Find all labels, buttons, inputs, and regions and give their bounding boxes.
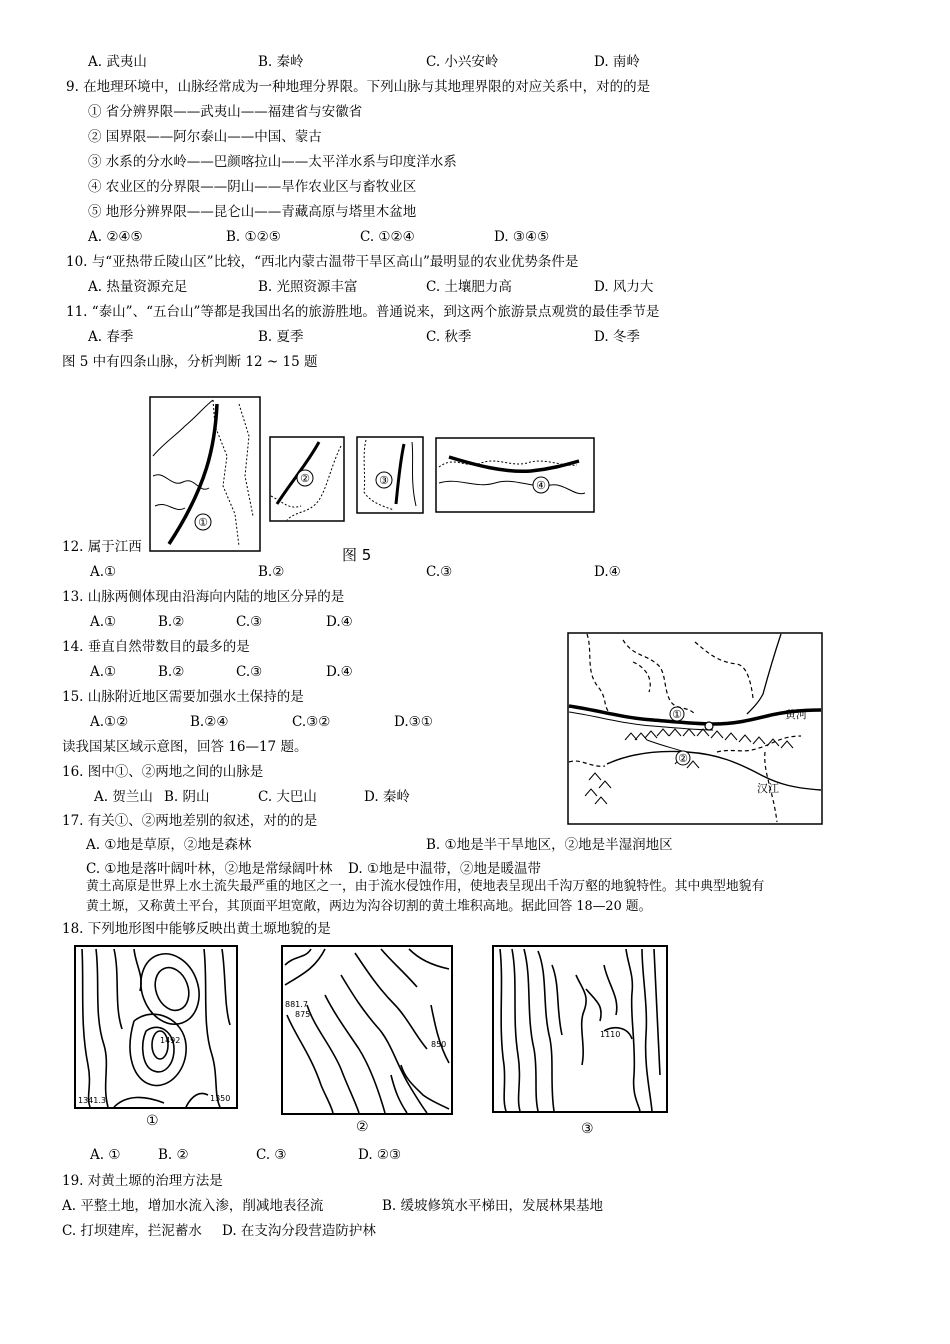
q12-option-c: C.③ xyxy=(426,564,453,580)
q9-item-4: ④ 农业区的分界限——阴山——旱作农业区与畜牧业区 xyxy=(88,179,417,195)
q19-option-d: D. 在支沟分段营造防护林 xyxy=(222,1223,376,1239)
contour-map-3 xyxy=(492,945,668,1113)
q19-option-c: C. 打坝建库，拦泥蓄水 xyxy=(62,1223,202,1239)
q16-option-a: A. 贺兰山 xyxy=(94,789,153,805)
q17-option-d: D. ①地是中温带，②地是暖温带 xyxy=(348,861,542,877)
passage-line-1: 黄土高原是世界上水土流失最严重的地区之一，由于流水侵蚀作用，使地表呈现出千沟万壑的地貌特性。其中典型地貌有 xyxy=(86,879,765,894)
q15-option-d: D.③① xyxy=(394,714,433,730)
map2-elev-a: 881.7 xyxy=(285,1000,308,1009)
q11-option-d: D. 冬季 xyxy=(594,329,640,345)
q16-option-d: D. 秦岭 xyxy=(364,789,410,805)
q9-option-d: D. ③④⑤ xyxy=(494,229,550,245)
q18-stem: 18. 下列地形图中能够反映出黄土塬地貌的是 xyxy=(62,921,331,937)
q9-option-a: A. ②④⑤ xyxy=(88,229,143,245)
q14-option-a: A.① xyxy=(90,664,117,680)
q12-option-d: D.④ xyxy=(594,564,621,580)
region-intro: 读我国某区域示意图，回答 16—17 题。 xyxy=(62,739,308,755)
q19-option-a: A. 平整土地，增加水流入渗，削减地表径流 xyxy=(62,1198,324,1214)
fig5-label-1: ① xyxy=(198,516,208,529)
q17-stem: 17. 有关①、②两地差别的叙述，对的的是 xyxy=(62,813,318,829)
fig5-label-3: ③ xyxy=(379,474,389,487)
q13-option-c: C.③ xyxy=(236,614,263,630)
contour-map-1-label: ① xyxy=(146,1113,159,1129)
map1-elev-bl: 1341.3 xyxy=(78,1096,106,1105)
q19-option-b: B. 缓坡修筑水平梯田，发展林果基地 xyxy=(382,1198,604,1214)
q18-option-c: C. ③ xyxy=(256,1147,287,1163)
q12-stem: 12. 属于江西 xyxy=(62,539,142,555)
q18-option-d: D. ②③ xyxy=(358,1147,402,1163)
fig5-map-4 xyxy=(435,437,595,513)
q19-stem: 19. 对黄土塬的治理方法是 xyxy=(62,1173,223,1189)
q10-option-c: C. 土壤肥力高 xyxy=(426,279,512,295)
q10-option-a: A. 热量资源充足 xyxy=(88,279,188,295)
q14-option-b: B.② xyxy=(158,664,185,680)
q8-option-c: C. 小兴安岭 xyxy=(426,54,499,70)
q14-stem: 14. 垂直自然带数目的最多的是 xyxy=(62,639,250,655)
region-marker-1: ① xyxy=(672,708,682,721)
fig5-label-4: ④ xyxy=(536,479,546,492)
q12-option-b: B.② xyxy=(258,564,285,580)
fig5-label-2: ② xyxy=(300,472,310,485)
q13-option-d: D.④ xyxy=(326,614,353,630)
q10-option-b: B. 光照资源丰富 xyxy=(258,279,358,295)
map2-elev-c: 850 xyxy=(431,1040,447,1049)
contour-map-2 xyxy=(281,945,453,1115)
q16-option-c: C. 大巴山 xyxy=(258,789,317,805)
q11-option-a: A. 春季 xyxy=(88,329,134,345)
q9-item-2: ② 国界限——阿尔泰山——中国、蒙古 xyxy=(88,129,322,145)
q8-option-a: A. 武夷山 xyxy=(88,54,147,70)
region-label-huanghe: 黄河 xyxy=(785,708,807,721)
map1-elev-br: 1350 xyxy=(210,1094,231,1103)
contour-map-1 xyxy=(74,945,238,1109)
fig5-map-1 xyxy=(149,396,261,552)
region-label-hanjiang: 汉江 xyxy=(757,782,779,795)
q10-stem: 10. 与“亚热带丘陵山区”比较，“西北内蒙古温带干旱区高山”最明显的农业优势条件是 xyxy=(66,254,579,270)
q13-stem: 13. 山脉两侧体现由沿海向内陆的地区分异的是 xyxy=(62,589,345,605)
q8-option-d: D. 南岭 xyxy=(594,54,640,70)
q9-stem: 9. 在地理环境中，山脉经常成为一种地理分界限。下列山脉与其地理界限的对应关系中，对的的是 xyxy=(66,79,651,95)
map1-elev-top: 1492 xyxy=(160,1036,181,1045)
q11-stem: 11. “泰山”、“五台山”等都是我国出名的旅游胜地。普通说来，到这两个旅游景点观赏的最佳季节是 xyxy=(66,304,660,320)
q8-option-b: B. 秦岭 xyxy=(258,54,304,70)
q17-option-b: B. ①地是半干旱地区，②地是半湿润地区 xyxy=(426,837,673,853)
fig5-map-3 xyxy=(356,436,424,514)
q18-option-a: A. ① xyxy=(90,1147,121,1163)
q15-option-a: A.①② xyxy=(90,714,129,730)
q18-option-b: B. ② xyxy=(158,1147,189,1163)
passage-line-2: 黄土塬，又称黄土平台，其顶面平坦宽敞，两边为沟谷切割的黄土堆积高地。据此回答 18—20 题。 xyxy=(86,899,652,914)
map3-elev-a: 1110 xyxy=(600,1030,621,1039)
q15-stem: 15. 山脉附近地区需要加强水土保持的是 xyxy=(62,689,304,705)
region-map xyxy=(567,632,823,825)
fig5-caption: 图 5 xyxy=(342,546,372,564)
q12-option-a: A.① xyxy=(90,564,117,580)
q9-item-5: ⑤ 地形分辨界限——昆仑山——青藏高原与塔里木盆地 xyxy=(88,204,417,220)
q9-item-3: ③ 水系的分水岭——巴颜喀拉山——太平洋水系与印度洋水系 xyxy=(88,154,457,170)
q17-option-c: C. ①地是落叶阔叶林，②地是常绿阔叶林 xyxy=(86,861,333,877)
q11-option-b: B. 夏季 xyxy=(258,329,304,345)
q9-item-1: ① 省分辨界限——武夷山——福建省与安徽省 xyxy=(88,104,363,120)
q17-option-a: A. ①地是草原，②地是森林 xyxy=(86,837,252,853)
q9-option-c: C. ①②④ xyxy=(360,229,415,245)
contour-map-3-label: ③ xyxy=(581,1121,594,1137)
fig5-map-2 xyxy=(269,436,345,522)
region-marker-2: ② xyxy=(678,752,688,765)
map2-elev-b: 875 xyxy=(295,1010,311,1019)
q15-option-c: C.③② xyxy=(292,714,331,730)
q13-option-b: B.② xyxy=(158,614,185,630)
q14-option-d: D.④ xyxy=(326,664,353,680)
fig5-intro: 图 5 中有四条山脉，分析判断 12 ~ 15 题 xyxy=(62,354,318,370)
q11-option-c: C. 秋季 xyxy=(426,329,472,345)
q13-option-a: A.① xyxy=(90,614,117,630)
q9-option-b: B. ①②⑤ xyxy=(226,229,281,245)
q14-option-c: C.③ xyxy=(236,664,263,680)
q16-stem: 16. 图中①、②两地之间的山脉是 xyxy=(62,764,264,780)
q16-option-b: B. 阴山 xyxy=(164,789,210,805)
q15-option-b: B.②④ xyxy=(190,714,229,730)
q10-option-d: D. 风力大 xyxy=(594,279,654,295)
contour-map-2-label: ② xyxy=(356,1119,369,1135)
